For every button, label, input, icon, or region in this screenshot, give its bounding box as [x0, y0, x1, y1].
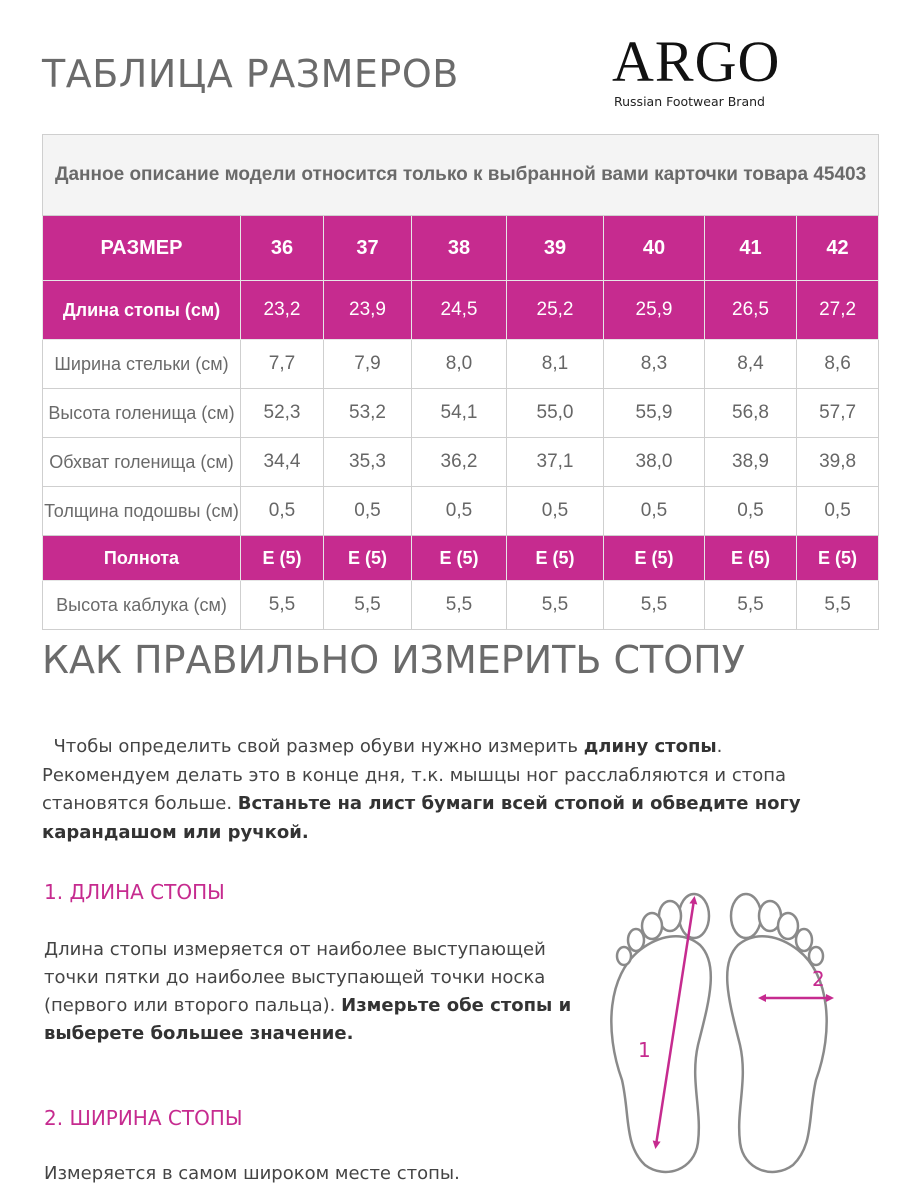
row-label: Ширина стельки (см) [43, 340, 241, 389]
size-table [42, 134, 879, 630]
size-header-cell: 37 [324, 216, 412, 281]
table-row-heel-height [43, 581, 879, 630]
row-label: Полнота [43, 536, 241, 581]
table-header-row [43, 216, 879, 281]
table-cell: E (5) [604, 536, 705, 581]
table-cell: 57,7 [797, 389, 879, 438]
row-label: Обхват голенища (см) [43, 438, 241, 487]
table-cell: 34,4 [241, 438, 324, 487]
table-cell: 36,2 [412, 438, 507, 487]
step-2-heading: 2. ШИРИНА СТОПЫ [44, 1106, 243, 1130]
table-cell: 25,2 [507, 281, 604, 340]
step-1-text [44, 936, 584, 1048]
table-cell: 0,5 [241, 487, 324, 536]
table-row-foot-length [43, 281, 879, 340]
table-cell: 7,9 [324, 340, 412, 389]
width-label: 2 [812, 967, 825, 991]
table-cell: 38,0 [604, 438, 705, 487]
table-cell: 23,9 [324, 281, 412, 340]
table-cell: 5,5 [507, 581, 604, 630]
table-cell: 0,5 [705, 487, 797, 536]
size-header-cell: 41 [705, 216, 797, 281]
model-note: Данное описание модели относится только к выбранной вами карточки товара 45403 [43, 135, 879, 216]
table-cell: 8,1 [507, 340, 604, 389]
step-1-heading: 1. ДЛИНА СТОПЫ [44, 880, 225, 904]
table-cell: 0,5 [797, 487, 879, 536]
table-cell: 35,3 [324, 438, 412, 487]
size-header-label: РАЗМЕР [43, 216, 241, 281]
table-cell: E (5) [507, 536, 604, 581]
intro-paragraph [42, 733, 822, 847]
table-cell: 55,9 [604, 389, 705, 438]
table-cell: 8,0 [412, 340, 507, 389]
table-note-row [43, 135, 879, 216]
table-row-fullness [43, 536, 879, 581]
table-cell: 5,5 [705, 581, 797, 630]
table-cell: 23,2 [241, 281, 324, 340]
table-cell: 8,3 [604, 340, 705, 389]
table-cell: 38,9 [705, 438, 797, 487]
size-header-cell: 40 [604, 216, 705, 281]
page-title: ТАБЛИЦА РАЗМЕРОВ [42, 52, 459, 96]
intro-text: . Рекомендуем делать это в конце дня, т.к. мышцы ног расслабляются и стопа становятся больше. [42, 736, 787, 814]
feet-diagram [590, 880, 870, 1180]
table-cell: E (5) [797, 536, 879, 581]
table-cell: 27,2 [797, 281, 879, 340]
table-row-shaft-girth [43, 438, 879, 487]
logo-wordmark: ARGO [612, 29, 781, 94]
left-foot-icon [611, 894, 710, 1172]
size-header-cell: 42 [797, 216, 879, 281]
table-cell: E (5) [324, 536, 412, 581]
table-cell: 55,0 [507, 389, 604, 438]
table-cell: 5,5 [797, 581, 879, 630]
row-label: Высота голенища (см) [43, 389, 241, 438]
brand-logo [612, 29, 812, 109]
table-cell: E (5) [241, 536, 324, 581]
table-cell: 0,5 [604, 487, 705, 536]
measure-guide-title: КАК ПРАВИЛЬНО ИЗМЕРИТЬ СТОПУ [42, 638, 745, 682]
table-cell: 0,5 [412, 487, 507, 536]
table-cell: 8,6 [797, 340, 879, 389]
table-cell: 0,5 [324, 487, 412, 536]
table-cell: 5,5 [241, 581, 324, 630]
intro-emphasis: Встаньте на лист бумаги всей стопой и обведите ногу карандашом или ручкой. [42, 793, 801, 843]
table-cell: 0,5 [507, 487, 604, 536]
table-cell: 39,8 [797, 438, 879, 487]
size-header-cell: 38 [412, 216, 507, 281]
row-label: Длина стопы (см) [43, 281, 241, 340]
table-row-sole-thickness [43, 487, 879, 536]
table-cell: 8,4 [705, 340, 797, 389]
table-cell: 56,8 [705, 389, 797, 438]
row-label: Высота каблука (см) [43, 581, 241, 630]
step-2-text: Измеряется в самом широком месте стопы. [44, 1163, 460, 1184]
table-cell: E (5) [705, 536, 797, 581]
table-cell: 24,5 [412, 281, 507, 340]
size-header-cell: 39 [507, 216, 604, 281]
step-1-description: Длина стопы измеряется от наиболее выступающей точки пятки до наиболее выступающей точки носка (первого или второго пальца). [44, 939, 546, 1016]
length-label: 1 [638, 1038, 651, 1062]
table-cell: 7,7 [241, 340, 324, 389]
table-cell: 54,1 [412, 389, 507, 438]
step-1-emphasis: Измерьте обе стопы и выберете большее значение. [44, 995, 572, 1044]
table-cell: 5,5 [412, 581, 507, 630]
table-cell: 26,5 [705, 281, 797, 340]
table-row-shaft-height [43, 389, 879, 438]
table-cell: 5,5 [324, 581, 412, 630]
table-cell: 52,3 [241, 389, 324, 438]
logo-tagline: Russian Footwear Brand [614, 94, 765, 109]
table-cell: 37,1 [507, 438, 604, 487]
intro-emphasis: длину стопы [583, 736, 717, 757]
table-cell: E (5) [412, 536, 507, 581]
row-label: Толщина подошвы (см) [43, 487, 241, 536]
table-cell: 53,2 [324, 389, 412, 438]
size-header-cell: 36 [241, 216, 324, 281]
right-foot-icon [727, 894, 826, 1172]
table-row-insole-width [43, 340, 879, 389]
intro-text: Чтобы определить свой размер обуви нужно измерить [53, 736, 584, 757]
table-cell: 25,9 [604, 281, 705, 340]
table-cell: 5,5 [604, 581, 705, 630]
